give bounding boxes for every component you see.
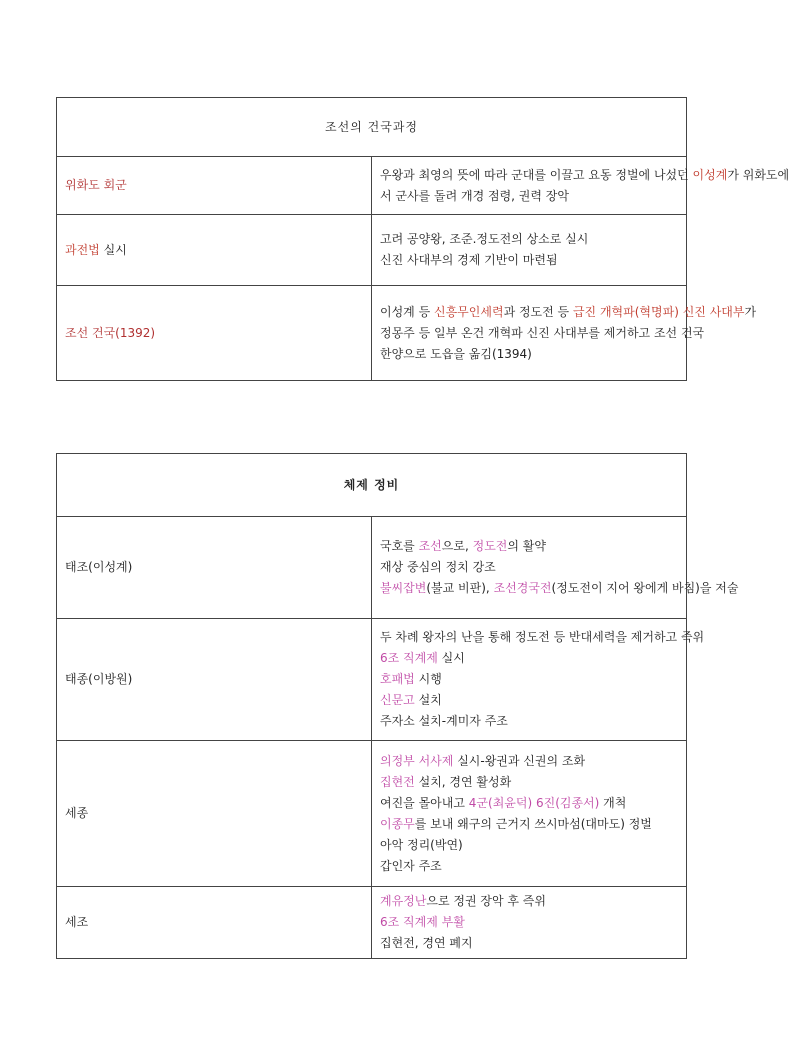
highlighted-text: 불씨잡변 — [380, 581, 427, 595]
text-segment: 주자소 설치-계미자 주조 — [380, 714, 508, 728]
row-content — [372, 741, 687, 887]
highlighted-text: 이성계 — [692, 167, 728, 182]
content-line — [380, 229, 678, 250]
highlighted-text: 급진 개혁파(혁명파) 신진 사대부 — [572, 304, 745, 319]
text-segment: 두 차례 왕자의 난을 통해 정도전 등 반대세력을 제거하고 즉위 — [380, 630, 705, 644]
text-segment: 실시 — [437, 651, 465, 665]
highlighted-text: 신문고 — [380, 693, 415, 707]
text-segment: 과 정도전 등 — [503, 304, 573, 319]
row-content — [372, 619, 705, 741]
highlighted-text: 계유정난 — [380, 894, 427, 908]
content-line — [380, 814, 678, 835]
text-segment: 개척 — [599, 795, 627, 810]
row-content — [372, 286, 757, 381]
content-line — [380, 793, 678, 814]
text-segment: 설치 — [414, 693, 442, 707]
content-line — [380, 856, 678, 877]
highlighted-text: 4군(최윤덕) 6진(김종서) — [468, 795, 600, 810]
content-line — [380, 933, 678, 954]
highlighted-text: 6조 직계제 — [380, 651, 438, 665]
text-segment: 의 활약 — [507, 539, 546, 553]
text-segment: 실시-왕권과 신권의 조화 — [453, 753, 586, 768]
highlighted-text: 의정부 서사제 — [380, 753, 454, 768]
text-segment: (불교 비판), — [426, 581, 494, 595]
content-line — [380, 323, 705, 344]
content-line — [380, 250, 678, 271]
highlighted-text: 신흥무인세력 — [434, 304, 504, 319]
table-row — [57, 887, 687, 959]
text-segment: 설치, 경연 활성화 — [414, 774, 512, 789]
text-segment: 으로 정권 장악 후 즉위 — [426, 894, 546, 908]
text-segment: 한양으로 도읍을 옮김(1394) — [380, 346, 532, 361]
text-segment: 우왕과 최영의 뜻에 따라 군대를 이끌고 요동 정벌에 나섰던 — [380, 167, 693, 182]
text-segment: 를 보내 왜구의 근거지 쓰시마섬(대마도) 정벌 — [414, 816, 652, 831]
content-line — [380, 344, 678, 365]
section-title: 체제 정비 — [57, 454, 687, 517]
text-segment: 으로, — [441, 539, 473, 553]
row-label: 조선 건국(1392) — [57, 286, 372, 381]
highlighted-text: 호패법 — [380, 672, 415, 686]
text-segment: 시행 — [414, 672, 442, 686]
text-segment: 가 위화도에 — [727, 167, 789, 182]
content-line — [380, 536, 678, 557]
table-row — [57, 157, 687, 215]
content-line — [380, 186, 678, 207]
section-title: 조선의 건국과정 — [57, 98, 687, 157]
content-line — [380, 648, 678, 669]
text-segment: 신진 사대부의 경제 기반이 마련됨 — [380, 253, 558, 267]
content-line — [380, 302, 757, 323]
content-line — [380, 557, 678, 578]
table-row — [57, 619, 687, 741]
highlighted-text: 조선 — [418, 539, 442, 553]
text-segment: 재상 중심의 정치 강조 — [380, 560, 496, 574]
highlighted-text: 6조 직계제 부활 — [380, 915, 465, 929]
text-segment: 이성계 등 — [380, 304, 434, 319]
highlighted-text: 과전법 — [65, 242, 100, 257]
content-line — [380, 891, 678, 912]
content-line — [380, 578, 739, 599]
content-line — [380, 165, 789, 186]
row-label — [57, 215, 372, 286]
content-line — [380, 751, 678, 772]
row-label: 태종(이방원) — [57, 619, 372, 741]
text-segment: 실시 — [99, 242, 127, 257]
row-content — [372, 887, 687, 959]
text-segment: (정도전이 지어 왕에게 바침)을 저술 — [551, 581, 739, 595]
table-row — [57, 741, 687, 887]
highlighted-text: 이종무 — [380, 816, 415, 831]
text-segment: 갑인자 주조 — [380, 858, 442, 873]
row-content — [372, 157, 789, 215]
row-label: 세조 — [57, 887, 372, 959]
row-content — [372, 517, 739, 619]
content-line — [380, 669, 678, 690]
text-segment: 고려 공양왕, 조준.정도전의 상소로 실시 — [380, 232, 589, 246]
text-segment: 국호를 — [380, 539, 419, 553]
table-row — [57, 286, 687, 381]
text-segment: 여진을 몰아내고 — [380, 795, 469, 810]
row-label: 위화도 회군 — [57, 157, 372, 215]
row-label: 세종 — [57, 741, 372, 887]
system-reform-table — [56, 453, 739, 959]
text-segment: 서 군사를 돌려 개경 점령, 권력 장악 — [380, 188, 569, 203]
text-segment: 아악 정리(박연) — [380, 837, 463, 852]
founding-process-table — [56, 97, 789, 381]
content-line — [380, 772, 678, 793]
highlighted-text: 조선경국전 — [493, 581, 552, 595]
table-row — [57, 517, 687, 619]
row-label: 태조(이성계) — [57, 517, 372, 619]
content-line — [380, 627, 705, 648]
text-segment: 정몽주 등 일부 온건 개혁파 신진 사대부를 제거하고 조선 건국 — [380, 325, 705, 340]
text-segment: 집현전, 경연 폐지 — [380, 936, 473, 950]
text-segment: 가 — [744, 304, 757, 319]
content-line — [380, 912, 678, 933]
highlighted-text: 집현전 — [380, 774, 415, 789]
content-line — [380, 711, 678, 732]
highlighted-text: 정도전 — [472, 539, 508, 553]
content-line — [380, 835, 678, 856]
row-content — [372, 215, 687, 286]
content-line — [380, 690, 678, 711]
table-row — [57, 215, 687, 286]
